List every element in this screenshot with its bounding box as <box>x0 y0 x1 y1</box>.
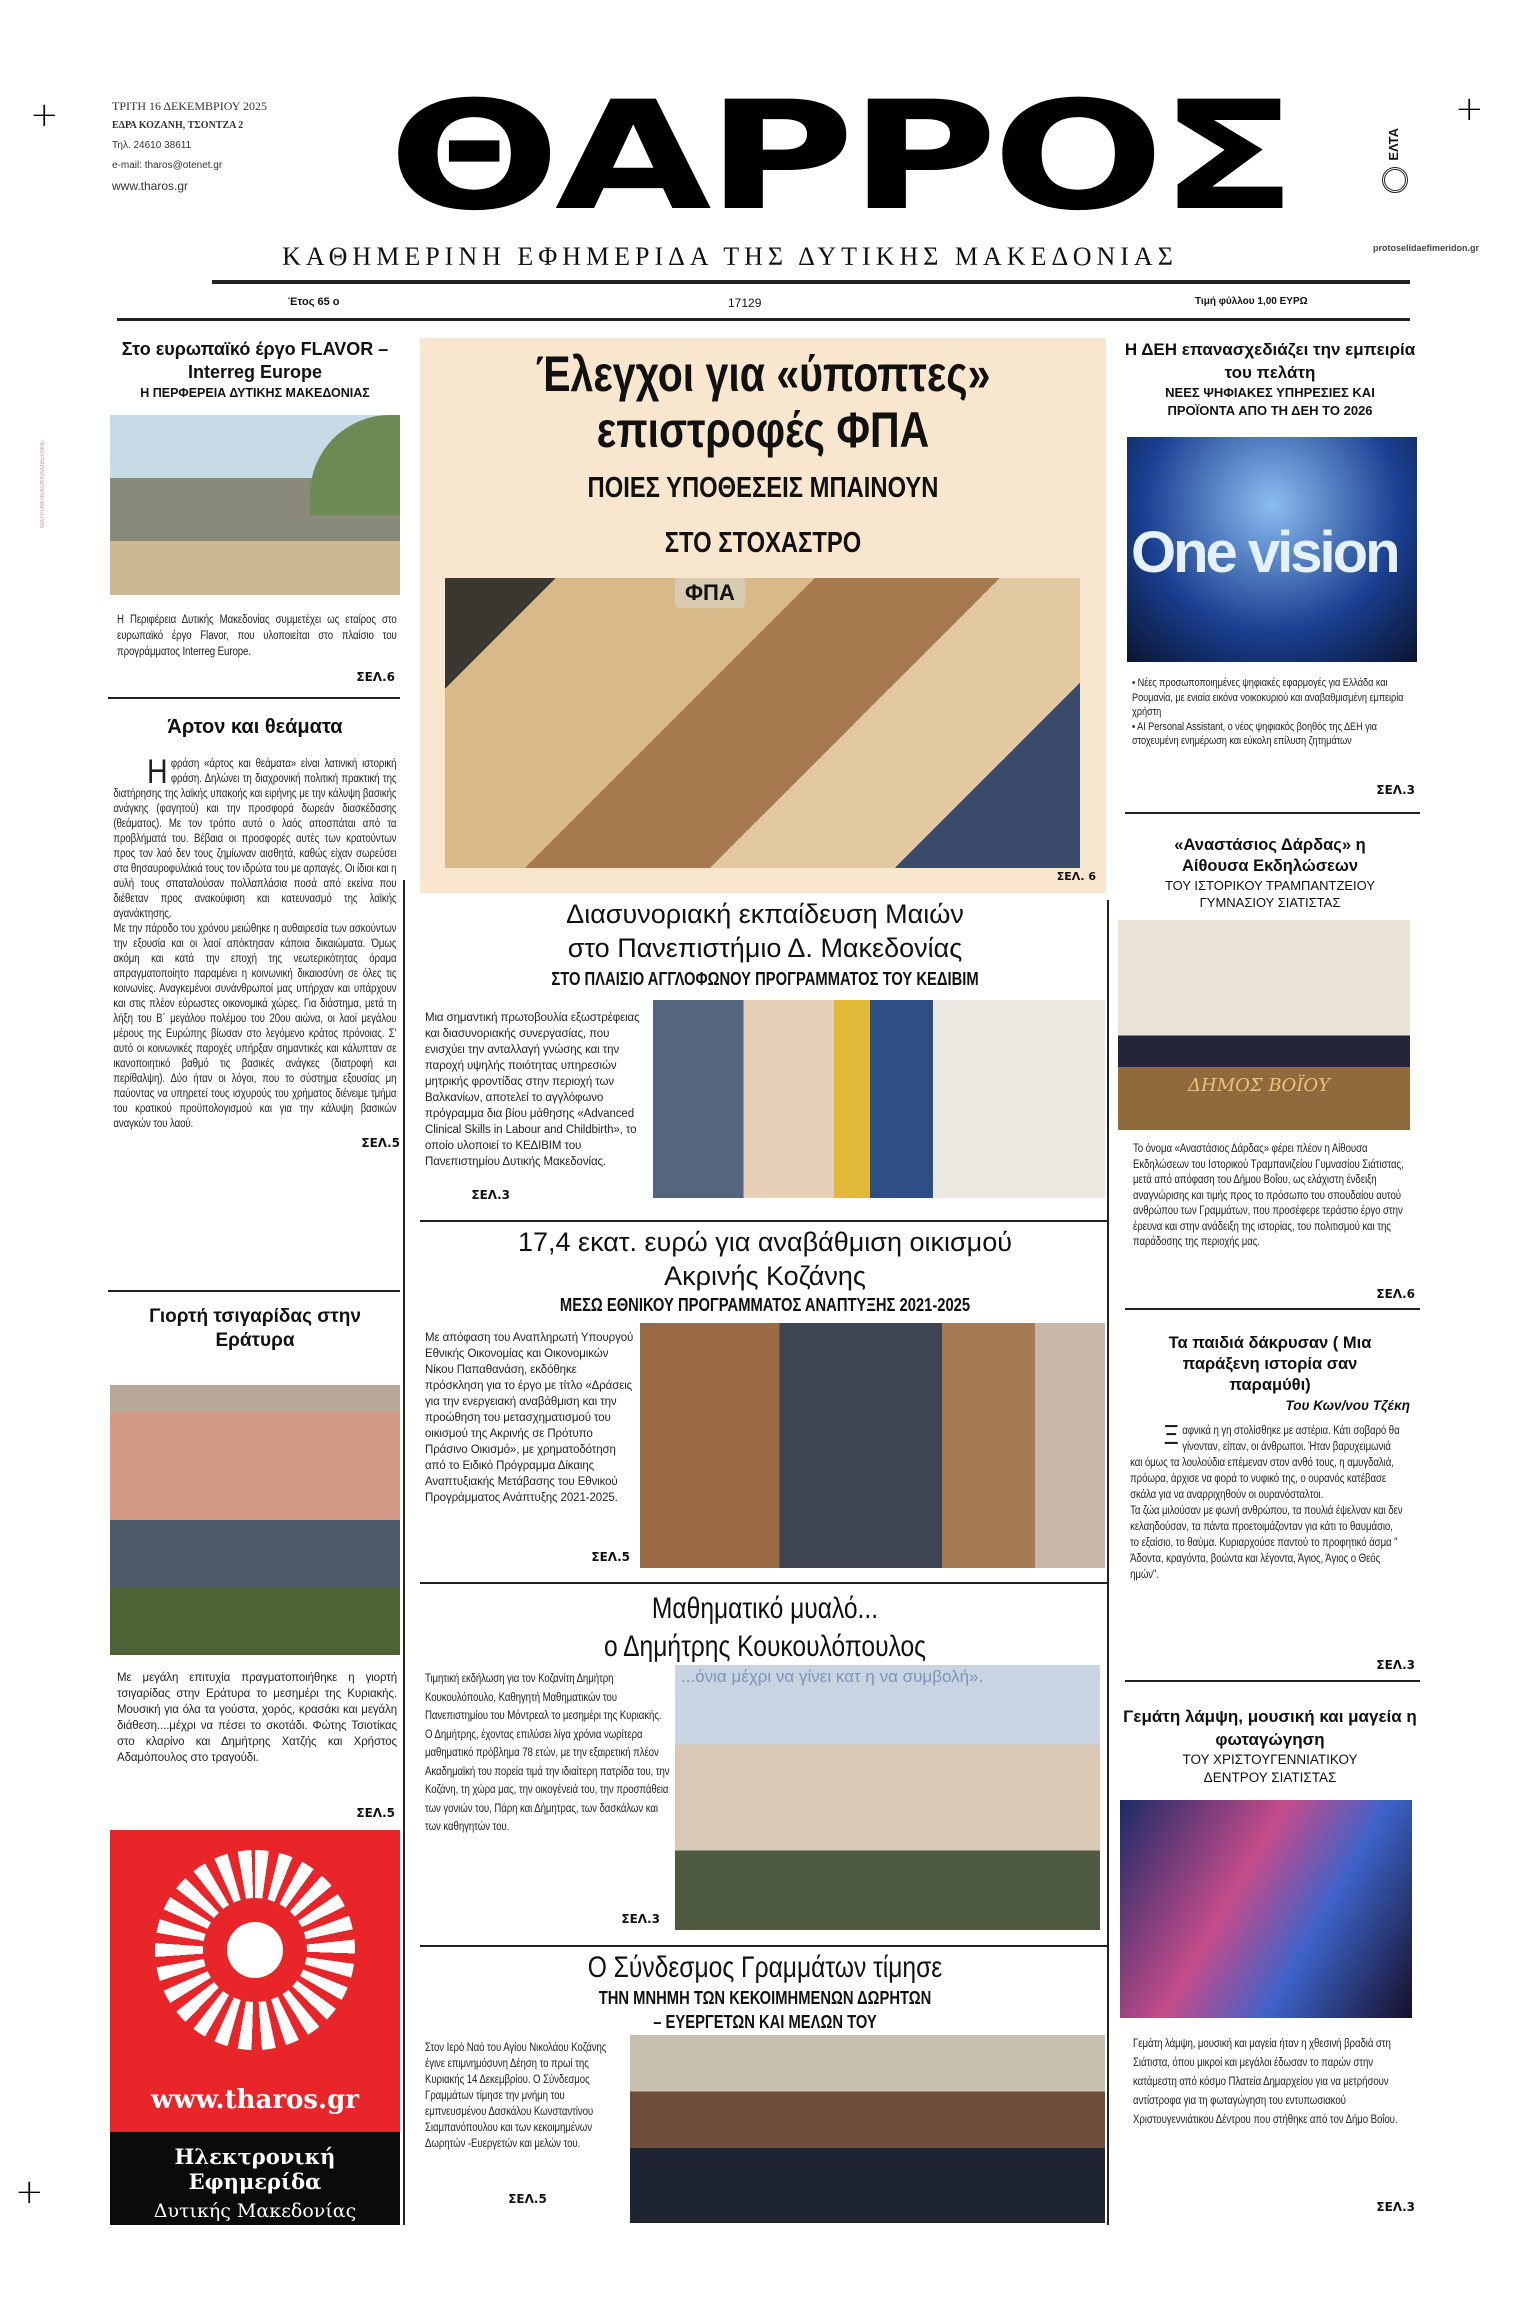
article-akrini <box>420 1225 1110 1316</box>
article-text: αφνικά η γη στολίσθηκε με αστέρια. Κάτι σοβαρό θα γίνονταν, είπαν, οι άνθρωποι. Ήταν βαρυχειμωνιά και όμως τα λουλούδια επέμεναν στον ανθό τους, η αμυγδαλιά, πρόωρα, άρχισε να φορά το νυφικό της, ο ουρανός κατέβασε σκάλα για να αναρριχηθούν οι ουρανόσταλτοι. <box>1130 1425 1400 1501</box>
page-ref[interactable]: ΣΕΛ.3 <box>471 1188 510 1202</box>
headline-1[interactable]: Μαθηματικό μυαλό... <box>651 1592 879 1625</box>
subheadline: Η ΠΕΡΦΕΡΕΙΑ ΔΥΤΙΚΗΣ ΜΑΚΕΔΟΝΙΑΣ <box>140 386 370 400</box>
crop-mark-icon: + <box>15 2172 44 2212</box>
headline[interactable]: Τα παιδιά δάκρυσαν ( Μια παράξενη ιστορία σαν παραμύθι) <box>1168 1334 1372 1394</box>
article-text: Στον Ιερό Ναό του Αγίου Νικολάου Κοζάνης έγινε επιμνημόσυνη Δέηση το πρωί της Κυριακής 14 Δεκεμβρίου. Ο Σύνδεσμος Γραμμάτων τίμησε την μνήμη του εμπνευσμένου Δασκάλου Κωνσταντίνου Σιαμπανόπουλου και των κεκοιμημένων Δωρητών -Ευεργετών και μελών του. <box>425 2042 607 2150</box>
subheadline: ΤΟΥ ΧΡΙΣΤΟΥΓΕΝΝΙΑΤΙΚΟΥ ΔΕΝΤΡΟΥ ΣΙΑΤΙΣΤΑΣ <box>1182 1752 1358 1785</box>
crop-mark-icon: + <box>1455 89 1484 129</box>
headline-2[interactable]: Ακρινής Κοζάνης <box>664 1261 866 1291</box>
issue-date: ΤΡΙΤΗ 16 ΔΕΚΕΜΒΡΙΟΥ 2025 <box>112 99 268 113</box>
article-text: Η Περιφέρεια Δυτικής Μακεδονίας συμμετέχει ως εταίρος στο ευρωπαϊκό έργο Flavor, που υλοποιείται στο πλαίσιο του προγράμματος Interreg Europe. <box>117 614 397 658</box>
headline[interactable]: Γεμάτη λάμψη, μουσική και μαγεία η φωταγώγηση <box>1123 1707 1417 1749</box>
lead-headline-2[interactable]: επιστροφές ΦΠΑ <box>596 402 930 458</box>
phone: Τηλ. 24610 38611 <box>112 140 192 151</box>
bullet-item: • Νέες προσωποποιημένες ψηφιακές εφαρμογές για Ελλάδα και Ρουμανία, με ενιαία εικόνα νοικοκυριού και αναβαθμισμένη εμπειρία χρήστη <box>1132 677 1404 718</box>
article-flavor <box>110 338 400 400</box>
article-maies <box>420 897 1110 990</box>
website-link[interactable]: www.tharos.gr <box>112 179 189 193</box>
headline-1[interactable]: Διασυνοριακή εκπαίδευση Μαιών <box>566 899 964 929</box>
page-ref[interactable]: ΣΕΛ.6 <box>356 670 395 684</box>
subheadline: ΣΤΟ ΠΛΑΙΣΙΟ ΑΓΓΛΟΦΩΝΟΥ ΠΡΟΓΡΑΜΜΑΤΟΣ ΤΟΥ ΚΕΔΙΒΙΜ <box>551 969 979 989</box>
headline[interactable]: Γιορτή τσιγαρίδας στην Εράτυρα <box>149 1306 361 1351</box>
drop-cap: Ξ <box>1163 1419 1179 1450</box>
page-ref[interactable]: ΣΕΛ.5 <box>591 1550 630 1564</box>
article-text: Τα ζώα μιλούσαν με φωνή ανθρώπου, τα πουλιά έψελναν και δεν κελαηδούσαν, τα πάντα προετοιμάζονταν για κάτι το θαυμάσιο, το εξαίσιο, το θαύμα. Κυριαρχούσε παντού το προφητικό άσμα " Άδοντα, κραγόντα, βοώντα και λέγοντα, Άγιος, Άγιος ο Θεός ημών". <box>1130 1505 1403 1581</box>
headline[interactable]: Η ΔΕΗ επανασχεδιάζει την εμπειρία του πελάτη <box>1124 340 1416 382</box>
subheadline: ΤΟΥ ΙΣΤΟΡΙΚΟΥ ΤΡΑΜΠΑΝΤΖΕΙΟΥ ΓΥΜΝΑΣΙΟΥ ΣΙΑΤΙΣΤΑΣ <box>1164 878 1376 910</box>
page-ref[interactable]: ΣΕΛ.6 <box>1376 1287 1415 1301</box>
page-ref[interactable]: ΣΕΛ.5 <box>508 2192 547 2206</box>
page-ref[interactable]: ΣΕΛ.5 <box>361 1136 400 1150</box>
headline[interactable]: «Αναστάσιος Δάρδας» η Αίθουσα Εκδηλώσεων <box>1174 836 1366 875</box>
author-byline: Του Κων/νου Τζέκη <box>1285 1398 1410 1413</box>
article-text: Γεμάτη λάμψη, μουσική και μαγεία ήταν η χθεσινή βραδιά στη Σιάτιστα, όπου μικροί και μεγάλοι έδωσαν το παρών στην κατάμεστη από κόσμο Πλατεία Δημαρχείου για να μετρήσουν αντίστροφα για τη φωταγώγηση του εντυπωσιακού Χριστουγεννιάτικου Δέντρου που στήθηκε από τον Δήμο Βοΐου. <box>1133 2038 1398 2126</box>
photo-concert-stage <box>1120 1800 1412 2018</box>
page-ref[interactable]: ΣΕΛ.5 <box>356 1806 395 1820</box>
lead-subheadline-2: ΣΤΟ ΣΤΟΧΑΣΤΡΟ <box>664 527 862 559</box>
headline[interactable]: Άρτον και θεάματα <box>167 716 343 738</box>
article-text: Με την πάροδο του χρόνου μειώθηκε η αυθαιρεσία των ασκούντων την εξουσία και οι λαοί απόκτησαν κάποια δικαιώματα. Όμως ακόμη και κατά την εποχή της νεωτερικότητας όραμα απραγματοποίητο παραμένει η κοινωνική δικαιοσύνη σε όλες τις κοινωνίες. Αναγκεμένοι συνάνθρωποί μας υπήρχαν και υπάρχουν και στις πλέον εύρωστες οικονομικά χώρες. Για διάστημα, μετά τη λήξη του Β΄ μεγάλου πολέμου του 20ου αιώνα, οι λαοί μεγάλου μέρους της Ευρώπης βίωσαν στο λεγόμενο κράτος πρόνοιας. Σ' αυτό οι κοινωνικές παροχές υπήρξαν σημαντικές και κάλυπταν σε ικανοποιητικό βαθμό τις βασικές ανάγκες (διατροφή και περίθαλψη). Δύο ήταν οι λόγοι, που το σύστημα εξουσίας μη παύοντας να υπηρετεί τους ισχυρούς του χρήματος διένειμε τμήμα του κρατικού προϋπολογισμού και για την κάλυψη βασικών αναγκών του λαού. <box>113 923 397 1130</box>
bullet-item: • AI Personal Assistant, ο νέος ψηφιακός βοηθός της ΔΕΗ για στοχευμένη ενημέρωση και εύκολη επίλυση ζητημάτων <box>1132 720 1377 747</box>
side-watermark: ΜΑΥΡΟΜΠΙΕΚΟΚΚΙΝΟΒΕΡΑΜΕ <box>40 440 46 528</box>
year-label: Έτος 65 ο <box>288 296 340 308</box>
article-text: Με απόφαση του Αναπληρωτή Υπουργού Εθνικής Οικονομίας και Οικονομικών Νίκου Παπαθανάση, εκδόθηκε πρόσκληση για το έργο με τίτλο «Δράσεις για την ενεργειακή αναβάθμιση και την προώθηση του μετασχηματισμού του οικισμού της Ακρινής σε Πρότυπο Πράσινο Οικισμό», με χρηματοδότηση από το Ειδικό Πρόγραμμα Δίκαιης Αναπτυξιακής Μετάβασης του Εθνικού Προγράμματος Ανάπτυξης 2021-2025. <box>425 1332 634 1504</box>
subheadline: ΝΕΕΣ ΨΗΦΙΑΚΕΣ ΥΠΗΡΕΣΙΕΣ ΚΑΙ ΠΡΟΪΟΝΤΑ ΑΠΟ ΤΗ ΔΕΗ ΤΟ 2026 <box>1165 385 1375 418</box>
photo-one-vision-stage: One vision <box>1127 437 1417 662</box>
article-tsigarida <box>110 1305 400 1353</box>
article-math <box>420 1590 1110 1666</box>
photo-euro-banknotes: ΦΠΑ <box>445 578 1080 868</box>
article-text: Μια σημαντική πρωτοβουλία εξωστρέφειας και διασυνοριακής συνεργασίας, που ενισχύει την ανταλλαγή γνώσης και την παροχή υψηλής ποιότητας υπηρεσιών μητρικής φροντίδας στην περιοχή των Βαλκανίων, αποτελεί το αγγλόφωνο πρόγραμμα δια βίου μάθησης «Advanced Clinical Skills in Labour and Childbirth», το οποίο υλοποιεί το ΚΕΔΙΒΙΜ του Πανεπιστημίου Δυτικής Μακεδονίας. <box>425 1012 640 1168</box>
headline[interactable]: Στο ευρωπαϊκό έργο FLAVOR – Interreg Europe <box>121 339 389 382</box>
page-ref[interactable]: ΣΕΛ.3 <box>1376 2200 1415 2214</box>
price-label: Τιμή φύλλου 1,00 ΕΥΡΩ <box>1195 296 1308 307</box>
photo-mathematician: ...όνια μέχρι να γίνει κατ η να συμβολή». <box>675 1665 1100 1930</box>
qr-ring-icon <box>155 1850 355 2050</box>
source-label: protoselidaefimeridon.gr <box>1373 243 1480 253</box>
ad-line2: Δυτικής Μακεδονίας <box>153 2200 357 2222</box>
newspaper-logo: ΘΑΡΡΟΣ <box>388 70 1292 244</box>
photo-speaker-podium: ΔΗΜΟΣ ΒΟΪΟΥ <box>1118 920 1410 1130</box>
article-arton <box>110 716 400 1150</box>
ad-line1: Ηλεκτρονική Εφημερίδα <box>174 2144 336 2194</box>
issue-number: 17129 <box>728 296 762 310</box>
page-ref[interactable]: ΣΕΛ.3 <box>621 1912 660 1926</box>
lead-subheadline-1: ΠΟΙΕΣ ΥΠΟΘΕΣΕΙΣ ΜΠΑΙΝΟΥΝ <box>587 472 939 504</box>
photo-group-beach <box>110 415 400 595</box>
photo-festival <box>110 1385 400 1655</box>
article-deh <box>1120 338 1420 420</box>
lead-story <box>420 338 1106 893</box>
photo-ceremony <box>630 2035 1105 2223</box>
email-link[interactable]: e-mail: tharos@otenet.gr <box>112 160 223 171</box>
page-ref[interactable]: ΣΕΛ.3 <box>1376 783 1415 797</box>
headline[interactable]: Ο Σύνδεσμος Γραμμάτων τίμησε <box>587 1951 943 1984</box>
headline-2[interactable]: ο Δημήτρης Κουκουλόπουλος <box>603 1630 927 1663</box>
subheadline: ΜΕΣΩ ΕΘΝΙΚΟΥ ΠΡΟΓΡΑΜΜΑΤΟΣ ΑΝΑΠΤΥΞΗΣ 2021-2025 <box>559 1295 971 1315</box>
headline-2[interactable]: στο Πανεπιστήμιο Δ. Μακεδονίας <box>567 933 963 963</box>
masthead-info <box>112 96 267 196</box>
ad-url: www.tharos.gr <box>151 2085 359 2115</box>
tharos-ad-banner[interactable] <box>110 1830 400 2225</box>
article-paidia <box>1120 1333 1420 1583</box>
lead-headline-1[interactable]: Έλεγχοι για «ύποπτες» <box>535 346 991 402</box>
drop-cap: Η <box>146 753 168 791</box>
photo-midwives-training <box>653 1000 1105 1198</box>
headline-1[interactable]: 17,4 εκατ. ευρώ για αναβάθμιση οικισμού <box>517 1227 1012 1257</box>
crop-mark-icon: + <box>30 95 59 135</box>
page-ref[interactable]: ΣΕΛ.3 <box>1376 1658 1415 1672</box>
photo-minister <box>640 1323 1105 1568</box>
tagline: ΚΑΘΗΜΕΡΙΝΗ ΕΦΗΜΕΡΙΔΑ ΤΗΣ ΔΥΤΙΚΗΣ ΜΑΚΕΔΟΝΙΑΣ <box>282 242 1178 271</box>
article-text: φράση «άρτος και θεάματα» είναι λατινική ιστορική φράση. Δηλώνει τη διαχρονική πολιτική πρακτική της διατήρησης της λαϊκής υπακοής και ειρήνης με την κάλυψη βασικής ανάγκης (φαγητού) και την προσφορά δωρεάν διασκέδασης (θεάματος). Με τον τρόπο αυτό ο λαός αποσπάται από τα προβλήματά του. Βέβαια οι προσφορές αυτές των κρατούντων προς τον λαό δεν τους ζημίωναν αισθητά, καθώς είχαν σωρεύσει στα θησαυροφυλάκιά τους τον ιδρώτα του με αρπαγές. Οι ίδιοι και η αυλή τους σπαταλούσαν πολλαπλάσια ποσά από εκείνα που διέθεταν προς ανακούφιση και κατευνασμό της λαϊκής αγανάκτησης. <box>113 758 397 920</box>
article-siatista <box>1120 1705 1420 1787</box>
article-text: Με μεγάλη επιτυχία πραγματοποιήθηκε η γιορτή τσιγαρίδας στην Εράτυρα το μεσημέρι της Κυριακής. Μουσική για όλα τα γούστα, χορός, κρασάκι και μεγάλη διάθεση....μέχρι να πέσει το σκοτάδι. Φώτης Τσιοτίκας στο κλαρίνο και Δημήτρης Χατζής και Χρήστος Αδαμόπουλος στο τραγούδι. <box>117 1672 397 1764</box>
article-syndesmos <box>420 1950 1110 2034</box>
address: ΕΔΡΑ ΚΟΖΑΝΗ, ΤΣΟΝΤΖΑ 2 <box>112 120 244 131</box>
subheadline: ΤΗΝ ΜΝΗΜΗ ΤΩΝ ΚΕΚΟΙΜΗΜΕΝΩΝ ΔΩΡΗΤΩΝ – ΕΥΕΡΓΕΤΩΝ ΚΑΙ ΜΕΛΩΝ ΤΟΥ <box>598 1988 932 2032</box>
article-dardas <box>1120 835 1420 911</box>
page-ref[interactable]: ΣΕΛ. 6 <box>1056 870 1096 883</box>
article-text: Το όνομα «Αναστάσιος Δάρδας» φέρει πλέον η Αίθουσα Εκδηλώσεων του Ιστορικού Τραμπανιζείου Γυμνασίου Σιάτιστας, μετά από απόφαση του Δήμου Βοΐου, ως ελάχιστη ένδειξη αναγνώρισης και τιμής προς το πρόσωπο του σπουδαίου αυτού ανθρώπου των Γραμμάτων, που προσέφερε τεράστιο έργο στην έρευνα και στην ανάδειξη της ιστορίας, του πολιτισμού και της παράδοσης της περιοχής μας. <box>1133 1143 1404 1248</box>
elta-stamp-icon: ΕΛΤΑ <box>1378 128 1414 228</box>
article-text: Τιμητική εκδήλωση για τον Κοζανίτη Δημήτρη Κουκουλόπουλο, Καθηγητή Μαθηματικών του Πανεπιστημίου του Μόντρεαλ το μεσημέρι της Κυριακής. Ο Δημήτρης, έχοντας επιλύσει λίγα χρόνια νωρίτερα μαθηματικό πρόβλημα 78 ετών, με την εξαιρετική πλέον Ακαδημαϊκή του πορεία τιμά την ιδιαίτερη πατρίδα του, την Κοζάνη, τη χώρα μας, την οικογένειά του, την προσπάθεια των γονιών του, Πάρη και Δήμητρας, των δασκάλων και των καθηγητών του. <box>425 1673 670 1833</box>
